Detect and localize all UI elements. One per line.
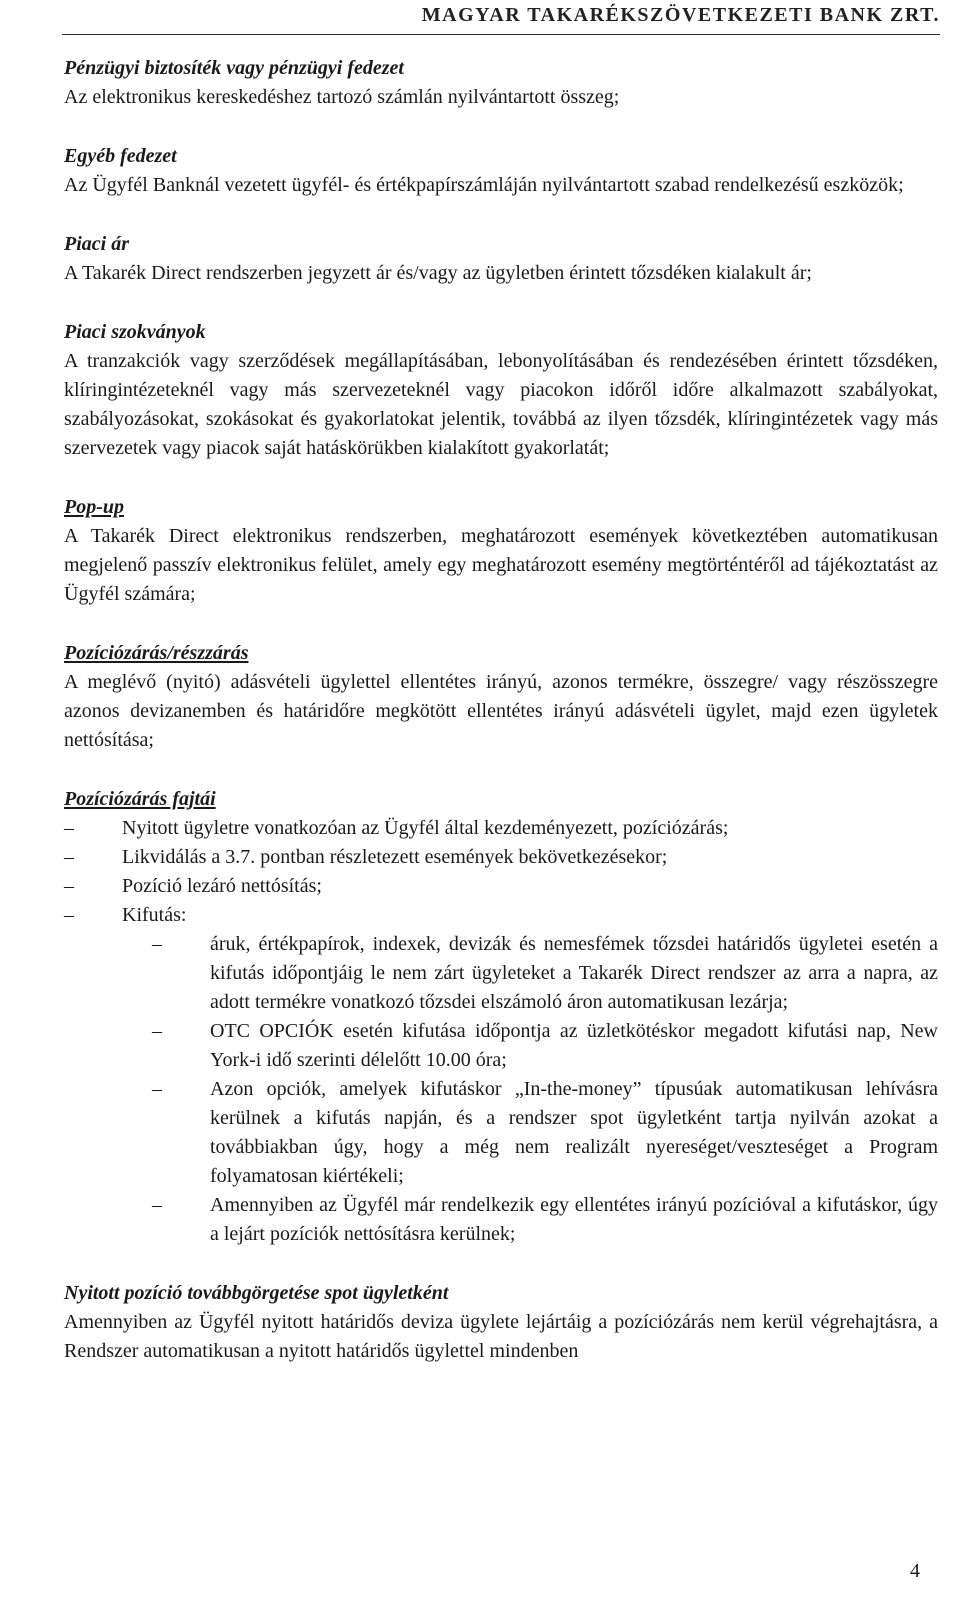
definition-piaci-szokvanyok: [64, 318, 938, 463]
sub-list-item: – OTC OPCIÓK esetén kifutása időpontja az üzletkötéskor megadott kifutási nap, New York-i idő szerinti délelőtt 10.00 óra;: [64, 1017, 938, 1075]
definition-body: A Takarék Direct rendszerben jegyzett ár és/vagy az ügyletben érintett tőzsdéken kialakult ár;: [64, 262, 812, 284]
document-content: [64, 54, 938, 1396]
definition-title: Pozíciózárás/részzárás: [64, 642, 249, 664]
page-number: 4: [910, 1560, 920, 1582]
definition-title: Nyitott pozíció továbbgörgetése spot ügyletként: [64, 1282, 449, 1304]
definition-piaci-ar: [64, 230, 938, 288]
definition-egyeb-fedezet: [64, 142, 938, 200]
header-rule: [62, 34, 940, 35]
expiry-sub-list: [64, 930, 938, 1249]
sub-list-item: – áruk, értékpapírok, indexek, devizák és nemesfémek tőzsdei határidős ügyletei esetén a kifutás időpontjáig le nem zárt ügyleteket a Takarék Direct rendszer az arra a napra, az adott termékre vonatkozó tőzsdei elszámoló áron automatikusan lezárja;: [64, 930, 938, 1017]
definition-title: Piaci szokványok: [64, 321, 206, 343]
definition-poziciozaras: [64, 639, 938, 755]
list-item: – Pozíció lezáró nettósítás;: [64, 872, 938, 901]
list-item: – Likvidálás a 3.7. pontban részletezett események bekövetkezésekor;: [64, 843, 938, 872]
definition-body: A tranzakciók vagy szerződések megállapításában, lebonyolításában és rendezésében érintett tőzsdéken, klíringintézeteknél vagy más szervezeteknél vagy piacokon időről időre alkalmazott szabályokat, szabályozásokat, szokásokat és gyakorlatokat jelentik, továbbá az ilyen tőzsdék, klíringintézetek vagy más szervezetek vagy piacok saját hatáskörükben kialakított gyakorlatát;: [64, 350, 938, 459]
definition-body: Az Ügyfél Banknál vezetett ügyfél- és értékpapírszámláján nyilvántartott szabad rendelkezésű eszközök;: [64, 174, 904, 196]
definition-body: A Takarék Direct elektronikus rendszerben, meghatározott események következtében automatikusan megjelenő passzív elektronikus felület, amely egy meghatározott esemény megtörténtéről ad tájékoztatást az Ügyfél számára;: [64, 525, 938, 605]
definition-title: Pop-up: [64, 496, 124, 518]
definition-nyitott-pozicio-tovabbgorgetese: [64, 1279, 938, 1366]
definition-poziciozaras-fajtai: [64, 785, 938, 1249]
list-item: – Nyitott ügyletre vonatkozóan az Ügyfél által kezdeményezett, pozíciózárás;: [64, 814, 938, 843]
page-header: MAGYAR TAKARÉKSZÖVETKEZETI BANK ZRT.: [421, 4, 940, 26]
definition-body: Az elektronikus kereskedéshez tartozó számlán nyilvántartott összeg;: [64, 86, 620, 108]
definition-title: Piaci ár: [64, 233, 129, 255]
definition-body: A meglévő (nyitó) adásvételi ügylettel ellentétes irányú, azonos termékre, összegre/ vagy részösszegre azonos devizanemben és határidőre megkötött ellentétes irányú adásvételi ügylet, majd ezen ügyletek nettósítása;: [64, 671, 938, 751]
sub-list-item: – Azon opciók, amelyek kifutáskor „In-the-money” típusúak automatikusan lehívásra kerülnek a kifutás napján, és a rendszer spot ügyletként tartja nyilván azokat a továbbiakban úgy, hogy a még nem realizált nyereséget/veszteséget a Program folyamatosan kiértékeli;: [64, 1075, 938, 1191]
sub-list-item: – Amennyiben az Ügyfél már rendelkezik egy ellentétes irányú pozícióval a kifutáskor, úgy a lejárt pozíciók nettósításra kerülnek;: [64, 1191, 938, 1249]
definition-pop-up: [64, 493, 938, 609]
definition-title: Egyéb fedezet: [64, 145, 177, 167]
definition-body: Amennyiben az Ügyfél nyitott határidős deviza ügylete lejártáig a pozíciózárás nem kerül végrehajtásra, a Rendszer automatikusan a nyitott határidős ügylettel mindenben: [64, 1311, 938, 1362]
definition-title: Pozíciózárás fajtái: [64, 788, 216, 810]
closure-types-list: [64, 814, 938, 930]
definition-title: Pénzügyi biztosíték vagy pénzügyi fedezet: [64, 57, 404, 79]
list-item: – Kifutás:: [64, 901, 938, 930]
definition-penzugyi-biztositek: [64, 54, 938, 112]
